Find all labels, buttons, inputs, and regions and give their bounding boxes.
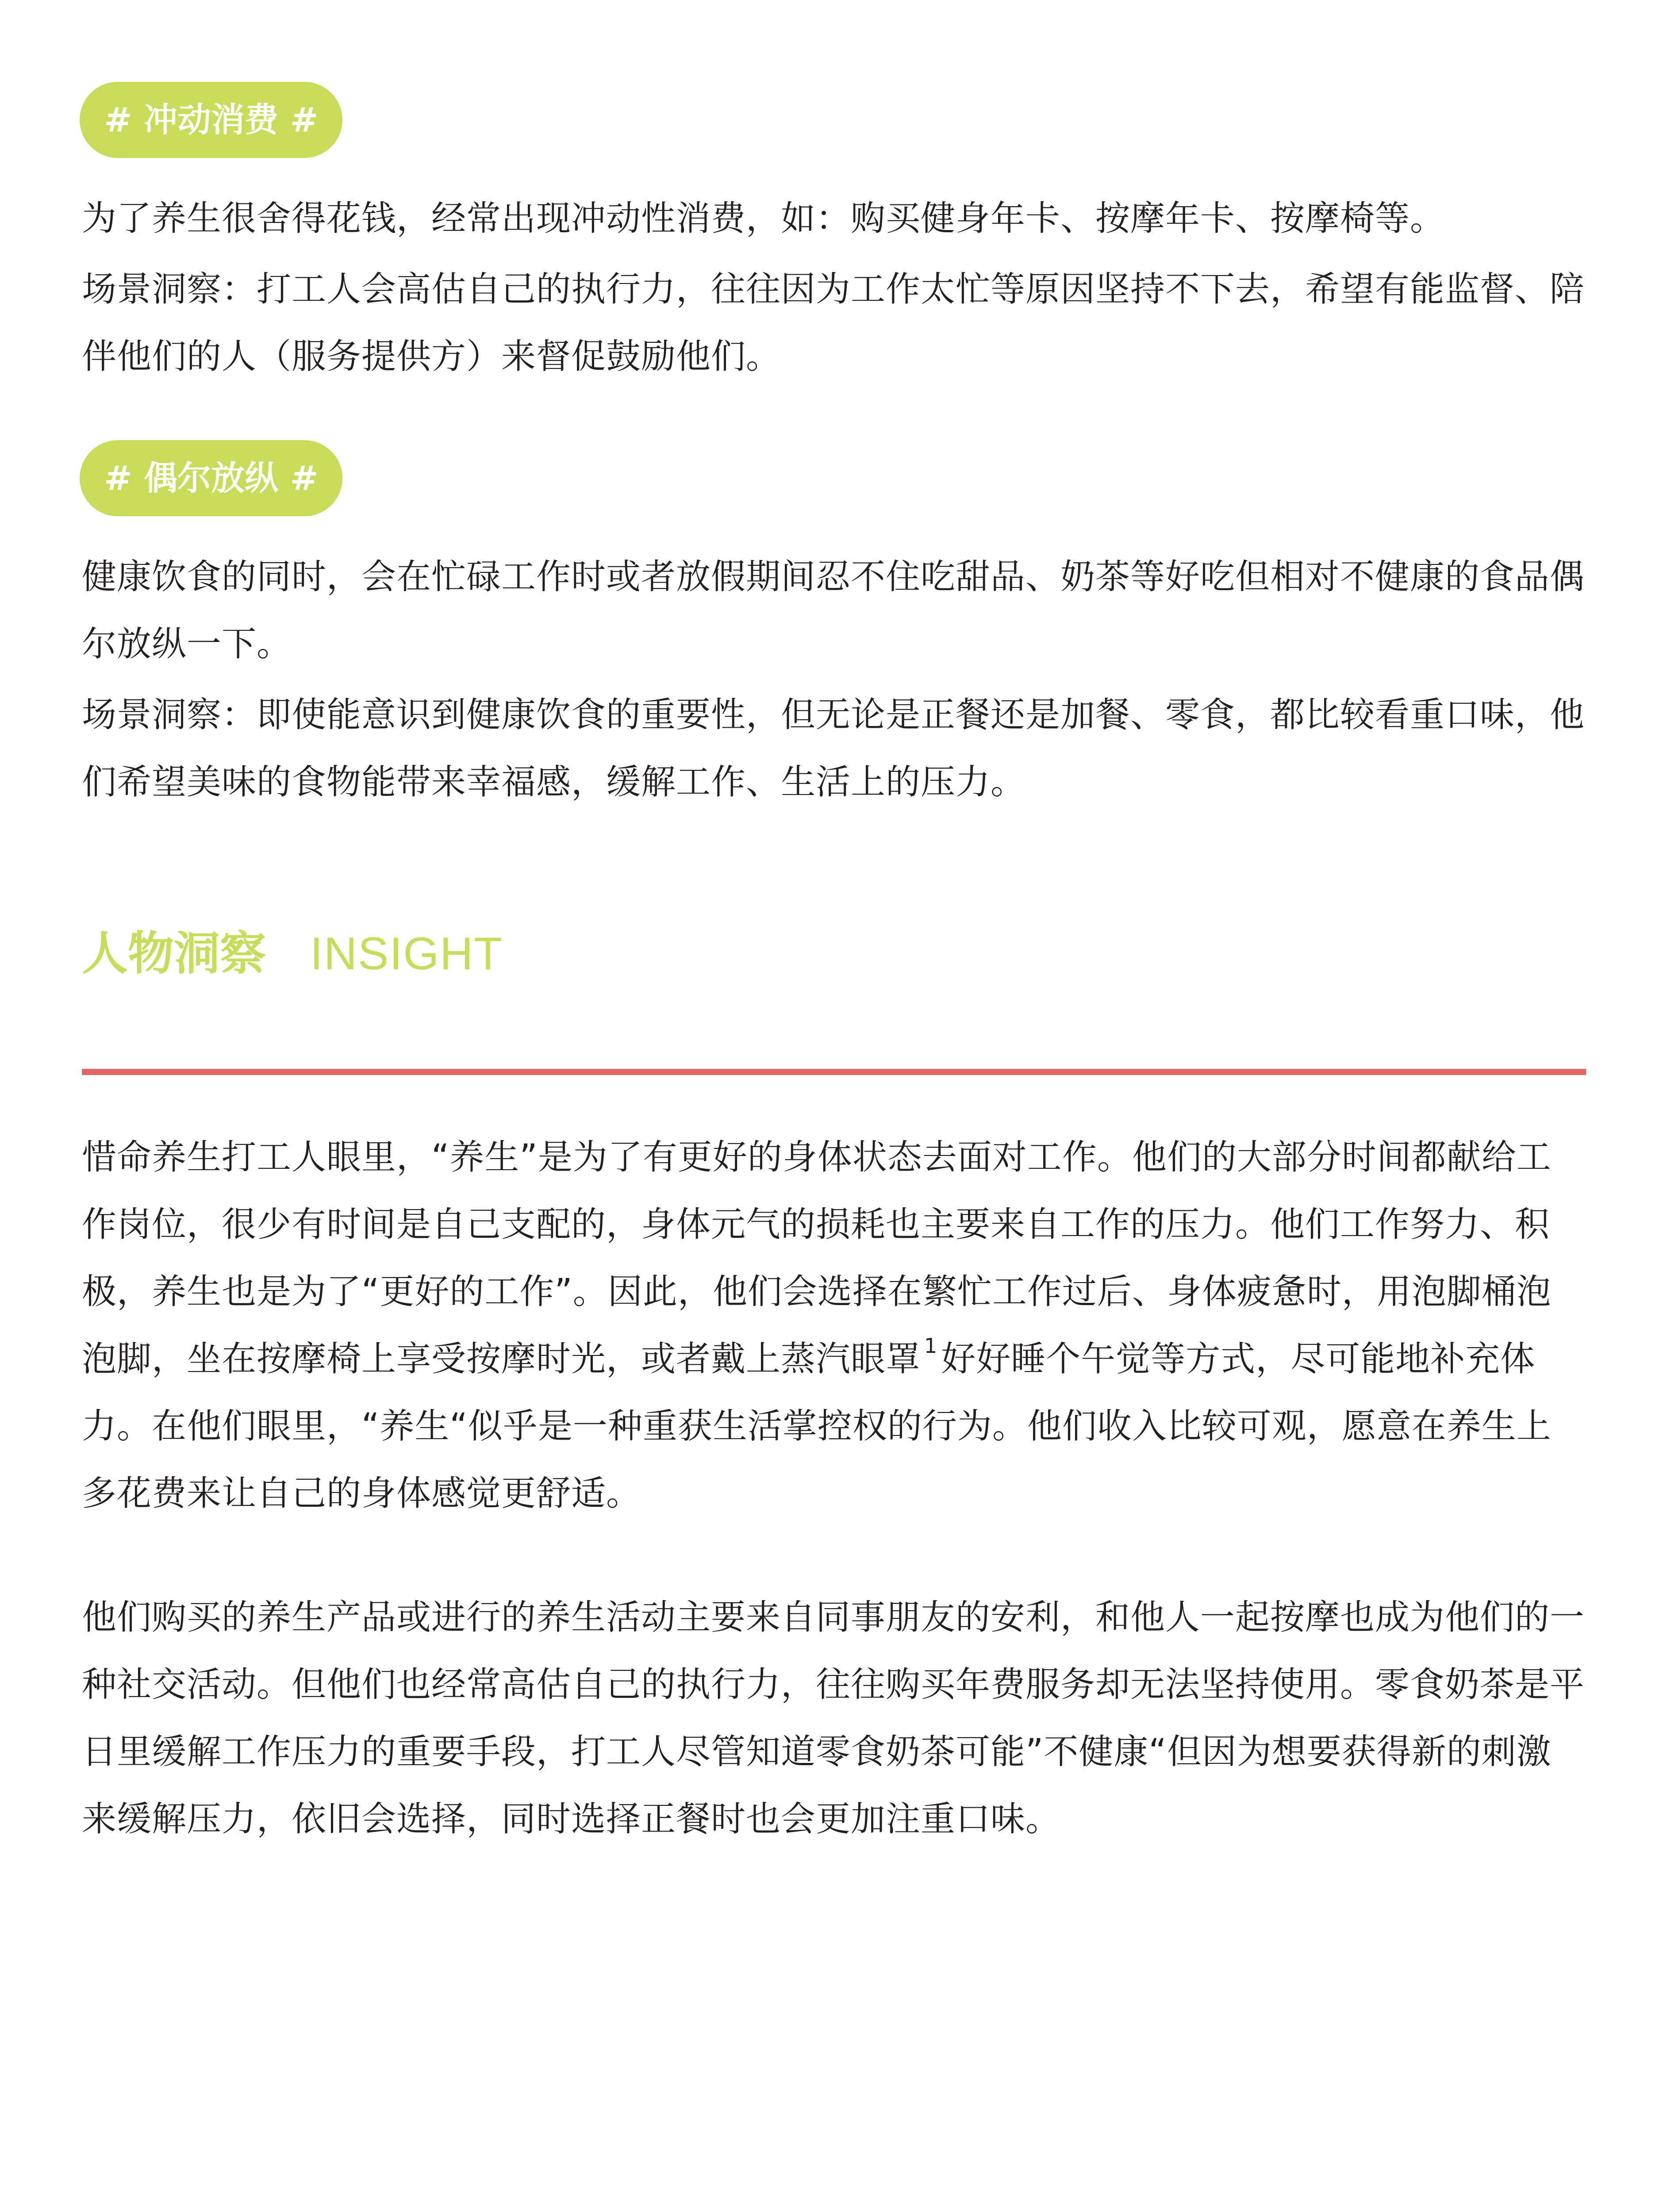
section-title-chinese: 人物洞察 [82,926,266,980]
section-divider [82,1069,1586,1075]
footnote-reference: 1 [924,1334,938,1358]
insight-paragraph-1 [82,1124,1586,1527]
insight-paragraph-1-part-b: 好好睡个午觉等方式，尽可能地补充体力。在他们眼里，“养生“似乎是一种重获生活掌控权的行为。他们收入比较可观，愿意在养生上多花费来让自己的身体感觉更舒适。 [82,1339,1551,1513]
indulge-insight-text: 场景洞察：即使能意识到健康饮食的重要性，但无论是正餐还是加餐、零食，都比较看重口味，他们希望美味的食物能带来幸福感，缓解工作、生活上的压力。 [82,695,1585,802]
section-heading [82,922,503,984]
impulse-insight-text: 场景洞察：打工人会高估自己的执行力，往往因为工作太忙等原因坚持不下去，希望有能监督、陪伴他们的人（服务提供方）来督促鼓励他们。 [82,269,1585,376]
impulse-body-text: 为了养生很舍得花钱，经常出现冲动性消费，如：购买健身年卡、按摩年卡、按摩椅等。 [82,199,1445,238]
tag-occasional-indulgence: # 偶尔放纵 # [80,440,342,516]
insight-paragraph-1-part-a: 惜命养生打工人眼里，“养生”是为了有更好的身体状态去面对工作。他们的大部分时间都献给工作岗位，很少有时间是自己支配的，身体元气的损耗也主要来自工作的压力。他们工作努力、积极，养生也是为了“更好的工作”。因此，他们会选择在繁忙工作过后、身体疲惫时，用泡脚桶泡泡脚，坐在按摩椅上享受按摩时光，或者戴上蒸汽眼罩 [82,1137,1551,1379]
insight-paragraph-2: 他们购买的养生产品或进行的养生活动主要来自同事朋友的安利，和他人一起按摩也成为他们的一种社交活动。但他们也经常高估自己的执行力，往往购买年费服务却无法坚持使用。零食奶茶是平日里缓解工作压力的重要手段，打工人尽管知道零食奶茶可能”不健康“但因为想要获得新的刺激来缓解压力，依旧会选择，同时选择正餐时也会更加注重口味。 [82,1598,1585,1839]
indulge-body-text: 健康饮食的同时，会在忙碌工作时或者放假期间忍不住吃甜品、奶茶等好吃但相对不健康的食品偶尔放纵一下。 [82,557,1585,664]
section-title-english: INSIGHT [310,928,503,979]
tag-impulse-consumption: # 冲动消费 # [80,82,342,158]
